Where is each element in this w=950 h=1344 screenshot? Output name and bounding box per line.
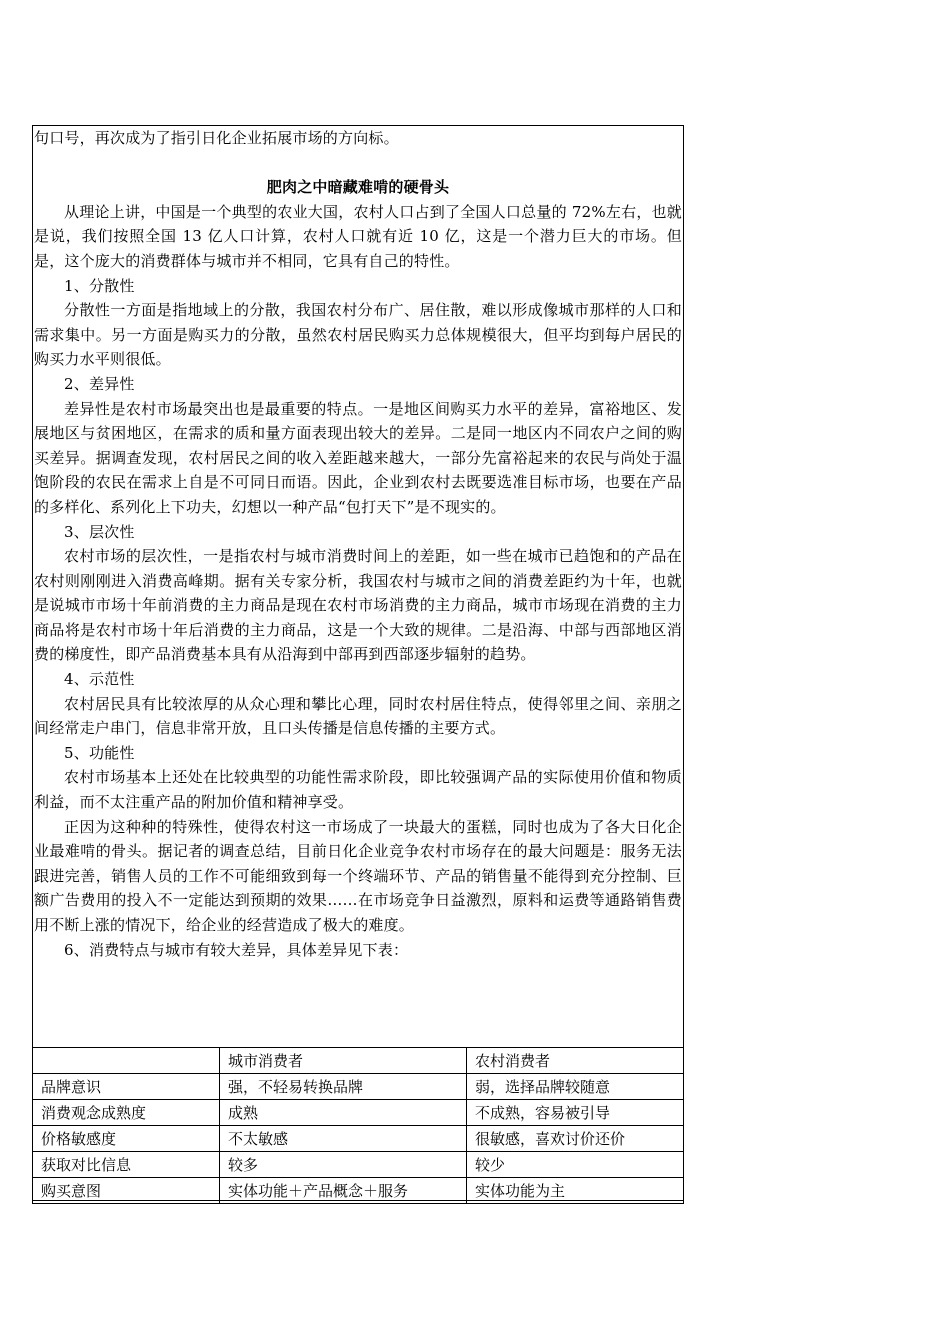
table-row bbox=[33, 1178, 684, 1204]
point-heading-difference: 2、差异性 bbox=[64, 374, 135, 393]
table-cell: 较少 bbox=[467, 1152, 684, 1178]
table-cell: 购买意图 bbox=[33, 1178, 220, 1204]
table-cell: 弱，选择品牌较随意 bbox=[467, 1074, 684, 1100]
table-row bbox=[33, 1100, 684, 1126]
table-row bbox=[33, 1152, 684, 1178]
point-heading-demonstration: 4、示范性 bbox=[64, 670, 135, 689]
opening-line: 句口号，再次成为了指引日化企业拓展市场的方向标。 bbox=[34, 129, 399, 147]
table-cell: 价格敏感度 bbox=[33, 1126, 220, 1152]
table-header-cell bbox=[33, 1048, 220, 1074]
point-body-difference: 差异性是农村市场最突出也是最重要的特点。一是地区间购买力水平的差异，富裕地区、发展地区与贫困地区，在需求的质和量方面表现出较大的差异。二是同一地区内不同农户之间的购买差异。据调查发现，农村居民之间的收入差距越来越大，一部分先富裕起来的农民与尚处于温饱阶段的农民在需求上自是不可同日而语。因此，企业到农村去既要选准目标市场，也要在产品的多样化、系列化上下功夫，幻想以一种产品“包打天下”是不现实的。 bbox=[34, 399, 682, 516]
comparison-table bbox=[32, 1047, 684, 1204]
point-body-demonstration: 农村居民具有比较浓厚的从众心理和攀比心理，同时农村居住特点，使得邻里之间、亲朋之间经常走户串门，信息非常开放，且口头传播是信息传播的主要方式。 bbox=[34, 694, 682, 738]
conclusion-paragraph: 正因为这种种的特殊性，使得农村这一市场成了一块最大的蛋糕，同时也成为了各大日化企业最难啃的骨头。据记者的调查总结，目前日化企业竞争农村市场存在的最大问题是：服务无法跟进完善，销售人员的工作不可能细致到每一个终端环节、产品的销售量不能得到充分控制、巨额广告费用的投入不一定能达到预期的效果……在市场竞争日益激烈，原料和运费等通路销售费用不断上涨的情况下，给企业的经营造成了极大的难度。 bbox=[34, 817, 682, 934]
table-cell: 消费观念成熟度 bbox=[33, 1100, 220, 1126]
table-header-cell: 城市消费者 bbox=[220, 1048, 467, 1074]
table-row bbox=[33, 1074, 684, 1100]
table-cell: 不太敏感 bbox=[220, 1126, 467, 1152]
point-heading-hierarchy: 3、层次性 bbox=[64, 522, 135, 541]
table-cell: 成熟 bbox=[220, 1100, 467, 1126]
point-body-dispersion: 分散性一方面是指地域上的分散，我国农村分布广、居住散，难以形成像城市那样的人口和需求集中。另一方面是购买力的分散，虽然农村居民购买力总体规模很大，但平均到每户居民的购买力水平则很低。 bbox=[34, 301, 682, 369]
table-cell: 实体功能为主 bbox=[467, 1178, 684, 1204]
table-cell: 不成熟，容易被引导 bbox=[467, 1100, 684, 1126]
section-title: 肥肉之中暗藏难啃的硬骨头 bbox=[266, 178, 450, 197]
table-cell: 很敏感，喜欢讨价还价 bbox=[467, 1126, 684, 1152]
intro-paragraph: 从理论上讲，中国是一个典型的农业大国，农村人口占到了全国人口总量的 72%左右，也就是说，我们按照全国 13 亿人口计算，农村人口就有近 10 亿，这是一个潜力巨大的市场。但是，这个庞大的消费群体与城市并不相同，它具有自己的特性。 bbox=[34, 202, 682, 270]
table-header-cell: 农村消费者 bbox=[467, 1048, 684, 1074]
table-row bbox=[33, 1126, 684, 1152]
table-cell: 品牌意识 bbox=[33, 1074, 220, 1100]
document-body bbox=[33, 126, 683, 962]
table-header-row bbox=[33, 1048, 684, 1074]
point-heading-functionality: 5、功能性 bbox=[64, 743, 135, 762]
point-heading-dispersion: 1、分散性 bbox=[64, 276, 135, 295]
blank-line bbox=[33, 151, 683, 176]
table-cell: 强，不轻易转换品牌 bbox=[220, 1074, 467, 1100]
point-body-functionality: 农村市场基本上还处在比较典型的功能性需求阶段，即比较强调产品的实际使用价值和物质利益，而不太注重产品的附加价值和精神享受。 bbox=[34, 768, 682, 812]
point-body-hierarchy: 农村市场的层次性，一是指农村与城市消费时间上的差距，如一些在城市已趋饱和的产品在农村则刚刚进入消费高峰期。据有关专家分析，我国农村与城市之间的消费差距约为十年，也就是说城市市场十年前消费的主力商品是现在农村市场消费的主力商品，城市市场现在消费的主力商品将是农村市场十年后消费的主力商品，这是一个大致的规律。二是沿海、中部与西部地区消费的梯度性，即产品消费基本具有从沿海到中部再到西部逐步辐射的趋势。 bbox=[34, 547, 682, 664]
table-cell: 获取对比信息 bbox=[33, 1152, 220, 1178]
document-frame bbox=[32, 125, 684, 1201]
table-cell: 实体功能＋产品概念＋服务 bbox=[220, 1178, 467, 1204]
table-cell: 较多 bbox=[220, 1152, 467, 1178]
table-intro: 6、消费特点与城市有较大差异，具体差异见下表： bbox=[64, 940, 409, 959]
